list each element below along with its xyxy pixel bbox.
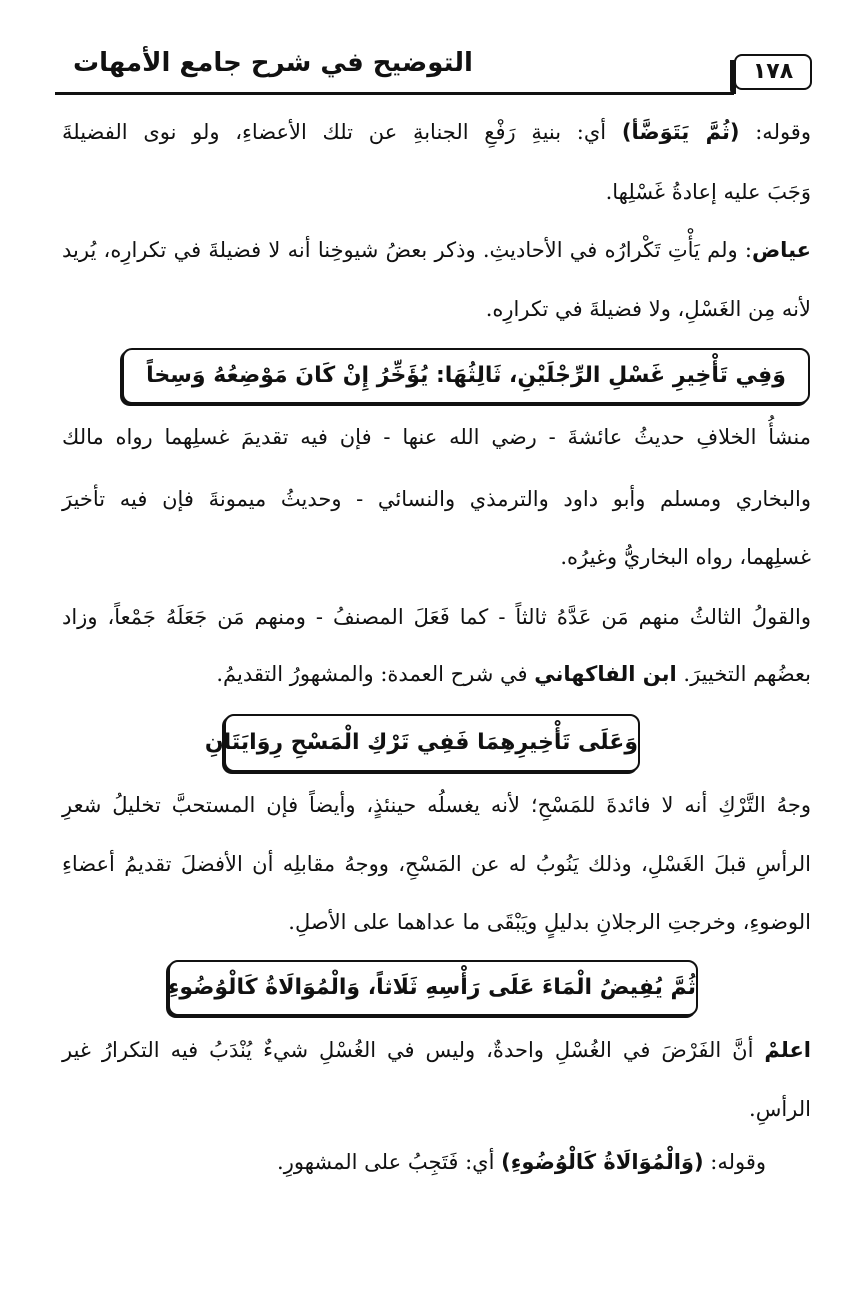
book-title: التوضيح في شرح جامع الأمهات [73, 48, 473, 78]
quoted-phrase: (وَالْمُوَالَاةُ كَالْوُضُوءِ) [501, 1150, 704, 1174]
text-line-3 [62, 238, 811, 262]
text-span: أي: بنيةِ رَفْعِ الجنابةِ عن تلك الأعضاءِ، ولو نوى الفضيلةَ [62, 120, 622, 144]
page-number: ١٧٨ [734, 54, 812, 90]
header-rule [55, 92, 734, 95]
text-span: : ولم يَأْتِ تَكْرارُه في الأحاديثِ. وذكر بعضُ شيوخِنا أنه لا فضيلةَ في تكرارِه، يُريد [62, 238, 752, 262]
text-span: وقوله: [739, 120, 811, 144]
emphasis-word: اعلمْ [764, 1038, 811, 1062]
text-span: في شرح العمدة: والمشهورُ التقديمُ. [216, 662, 535, 686]
text-line-6: والبخاري ومسلم وأبو داود والترمذي والنسائي - وحديثُ ميمونةَ فإن فيه تأخيرَ [62, 487, 811, 511]
text-line-11: الرأسِ قبلَ الغَسْلِ، وذلك يَنُوبُ له عن المَسْحِ، ووجهُ مقابلِه أن الأفضلَ تقديمُ أعضاءِ [62, 852, 811, 876]
text-line-9 [216, 662, 811, 686]
text-line-1 [62, 120, 811, 144]
text-line-5: منشأُ الخلافِ حديثُ عائشةَ - رضي الله عنها - فإن فيه تقديمَ غسلِهما رواه مالك [62, 425, 811, 449]
text-line-4: لأنه مِن الغَسْلِ، ولا فضيلةَ في تكرارِه. [485, 297, 811, 321]
heading-box-1: وَفِي تَأْخِيرِ غَسْلِ الرِّجْلَيْنِ، ثَالِثُهَا: يُؤَخِّرُ إِنْ كَانَ مَوْضِعُهُ وَسِخاً [122, 348, 810, 404]
text-line-13 [62, 1038, 811, 1062]
text-line-12: الوضوءِ، وخرجتِ الرجلانِ بدليلٍ ويَبْقَى ما عداهما على الأصلِ. [288, 910, 811, 934]
text-line-8: والقولُ الثالثُ منهم مَن عَدَّهُ ثالثاً - كما فَعَلَ المصنفُ - ومنهم مَن جَعَلَهُ جَمْعاً، وزاد [62, 605, 811, 629]
author-name: عياض [751, 238, 811, 262]
text-line-10: وجهُ التَّرْكِ أنه لا فائدةَ للمَسْحِ؛ لأنه يغسلُه حينئذٍ، وأيضاً فإن المستحبَّ تخليلُ شعرِ [62, 793, 811, 817]
text-span: وقوله: [703, 1150, 766, 1174]
text-span: أي: فَتَجِبُ على المشهورِ. [277, 1150, 502, 1174]
text-span: أنَّ الفَرْضَ في الغُسْلِ واحدةٌ، وليس في الغُسْلِ شيءٌ يُنْدَبُ فيه التكرارُ غير [62, 1038, 765, 1062]
heading-box-2: وَعَلَى تَأْخِيرِهِمَا فَفِي تَرْكِ الْمَسْحِ رِوَايَتَانِ [224, 714, 640, 772]
heading-box-3: ثُمَّ يُفِيضُ الْمَاءَ عَلَى رَأْسِهِ ثَلَاثاً، وَالْمُوَالَاةُ كَالْوُضُوءِ [168, 960, 698, 1016]
page-header [55, 42, 812, 100]
author-name: ابن الفاكهاني [534, 662, 677, 686]
text-line-14: الرأسِ. [749, 1097, 811, 1121]
text-line-7: غسلِهما، رواه البخاريُّ وغيرُه. [560, 545, 811, 569]
quoted-phrase: (ثُمَّ يَتَوَضَّأ) [621, 120, 740, 144]
text-span: بعضُهم التخييرَ. [676, 662, 811, 686]
text-line-2: وَجَبَ عليه إعادةُ غَسْلِها. [605, 180, 811, 204]
text-line-15 [277, 1150, 766, 1174]
